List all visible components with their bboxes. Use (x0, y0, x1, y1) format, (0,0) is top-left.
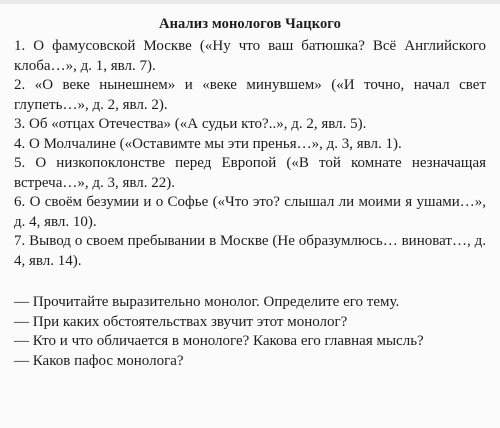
monologue-item-3: 3. Об «отцах Отечества» («А судьи кто?..», д. 2, явл. 5). (14, 116, 367, 132)
question-list (14, 293, 486, 371)
question-item-4: — Каков пафос монолога? (14, 352, 184, 369)
section-gap (14, 271, 486, 293)
question-item-3: — Кто и что обличается в монологе? Какова его главная мысль? (14, 333, 424, 349)
monologue-item-7: 7. Вывод о своем пребывании в Москве (Не образумлюсь… виноват…, д. 4, явл. 14). (14, 233, 486, 269)
monologue-item-4: 4. О Молчалине («Оставимте мы эти пренья…», д. 3, явл. 1). (14, 135, 402, 152)
monologue-item-2: 2. «О веке нынешнем» и «веке минувшем» («И точно, начал свет глупеть…», д. 2, явл. 2). (14, 77, 486, 113)
monologue-item-1: 1. О фамусовской Москве («Ну что ваш батюшка? Всё Английского клоба…», д. 1, явл. 7). (14, 38, 486, 74)
monologue-item-5: 5. О низкопоклонстве перед Европой («В той комнате незначащая встреча…», д. 3, явл. 22). (14, 155, 486, 191)
monologue-list (14, 37, 486, 271)
top-divider (0, 0, 500, 4)
question-item-1: — Прочитайте выразительно монолог. Определите его тему. (14, 294, 400, 310)
monologue-item-6: 6. О своём безумии и о Софье («Что это? слышал ли моими я ушами…», д. 4, явл. 10). (14, 194, 486, 230)
question-item-2: — При каких обстоятельствах звучит этот монолог? (14, 313, 348, 330)
page-title: Анализ монологов Чацкого (159, 16, 341, 32)
